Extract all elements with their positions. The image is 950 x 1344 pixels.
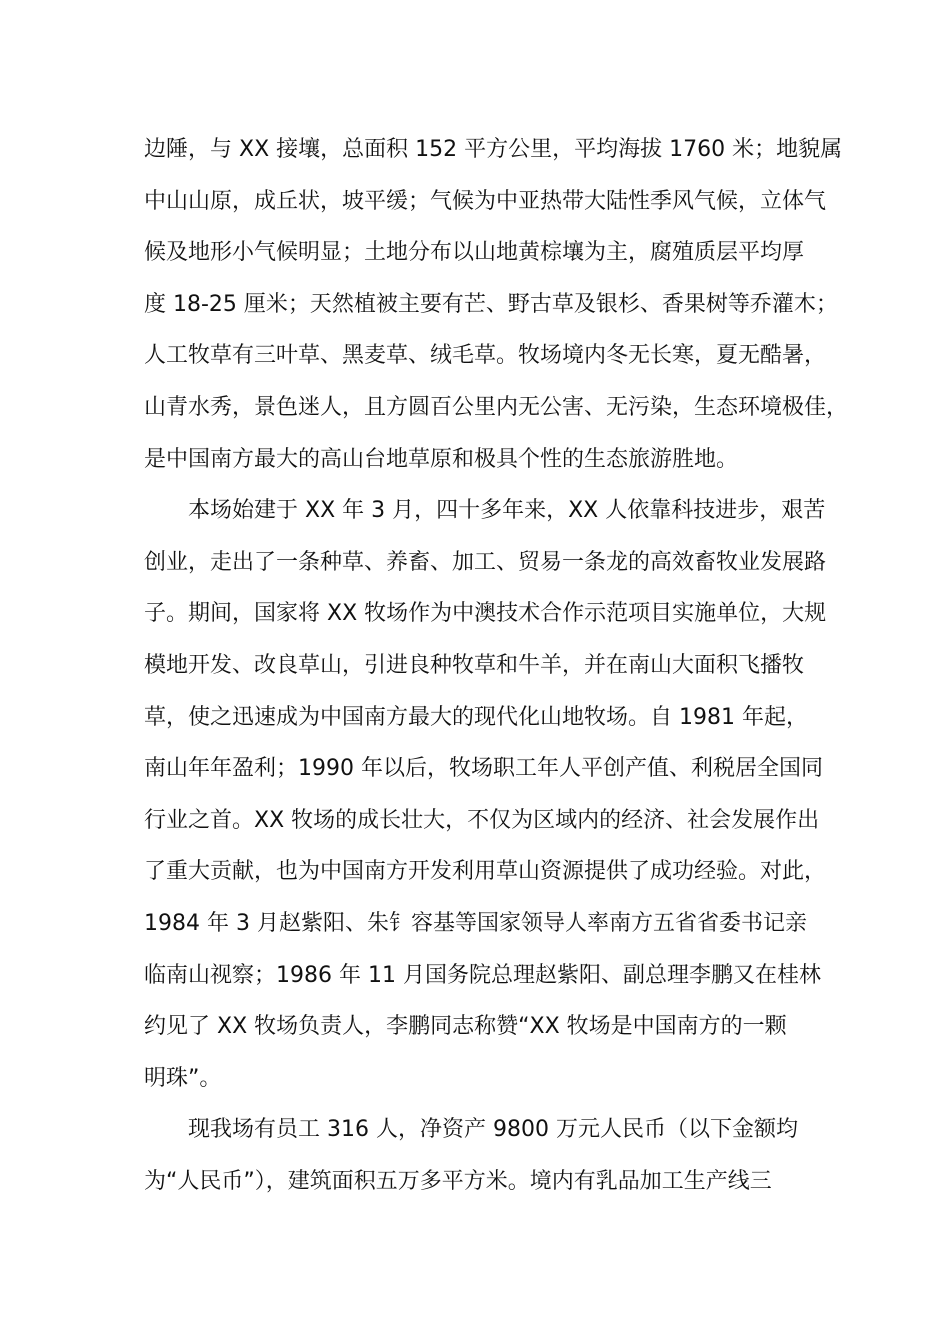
document-body xyxy=(144,124,849,1207)
text-line: 现我场有员工 316 人，净资产 9800 万元人民币（以下金额均 xyxy=(188,1117,798,1143)
text-line: 南山年年盈利；1990 年以后，牧场职工年人平创产值、利税居全国同 xyxy=(144,756,823,782)
text-line: 本场始建于 XX 年 3 月，四十多年来，XX 人依靠科技进步，艰苦 xyxy=(188,498,826,524)
text-line: 模地开发、改良草山，引进良种牧草和牛羊，并在南山大面积飞播牧 xyxy=(144,652,805,678)
text-line: 创业，走出了一条种草、养畜、加工、贸易一条龙的高效畜牧业发展路 xyxy=(144,549,827,575)
text-line: 是中国南方最大的高山台地草原和极具个性的生态旅游胜地。 xyxy=(144,446,739,472)
text-line: 为“人民币”），建筑面积五万多平方米。境内有乳品加工生产线三 xyxy=(144,1168,772,1194)
text-line: 了重大贡献，也为中国南方开发利用草山资源提供了成功经验。对此， xyxy=(144,859,827,885)
text-line: 边陲，与 XX 接壤，总面积 152 平方公里，平均海拔 1760 米；地貌属 xyxy=(144,137,843,162)
text-line: 行业之首。XX 牧场的成长壮大，不仅为区域内的经济、社会发展作出 xyxy=(144,807,820,833)
text-line: 度 18-25 厘米；天然植被主要有芒、野古草及银杉、香果树等乔灌木； xyxy=(144,291,838,317)
text-line: 明珠”。 xyxy=(144,1065,222,1091)
text-line: 1984 年 3 月赵紫阳、朱钅容基等国家领导人率南方五省省委书记亲 xyxy=(144,910,807,936)
text-line: 子。期间，国家将 XX 牧场作为中澳技术合作示范项目实施单位，大规 xyxy=(144,601,827,627)
text-line: 临南山视察；1986 年 11 月国务院总理赵紫阳、副总理李鹏又在桂林 xyxy=(144,962,821,988)
paragraph-3 xyxy=(144,1104,809,1207)
paragraph-1 xyxy=(144,124,849,485)
text-line: 候及地形小气候明显；土地分布以山地黄棕壤为主，腐殖质层平均厚 xyxy=(144,240,805,266)
text-line: 山青水秀，景色迷人，且方圆百公里内无公害、无污染，生态环境极佳， xyxy=(144,394,849,420)
text-line: 中山山原，成丘状，坡平缓；气候为中亚热带大陆性季风气候，立体气 xyxy=(144,188,827,214)
text-line: 草，使之迅速成为中国南方最大的现代化山地牧场。自 1981 年起， xyxy=(144,704,808,730)
text-line: 约见了 XX 牧场负责人，李鹏同志称赞“XX 牧场是中国南方的一颗 xyxy=(144,1014,787,1040)
text-line: 人工牧草有三叶草、黑麦草、绒毛草。牧场境内冬无长寒，夏无酷暑， xyxy=(144,343,827,369)
paragraph-2 xyxy=(144,485,827,1104)
